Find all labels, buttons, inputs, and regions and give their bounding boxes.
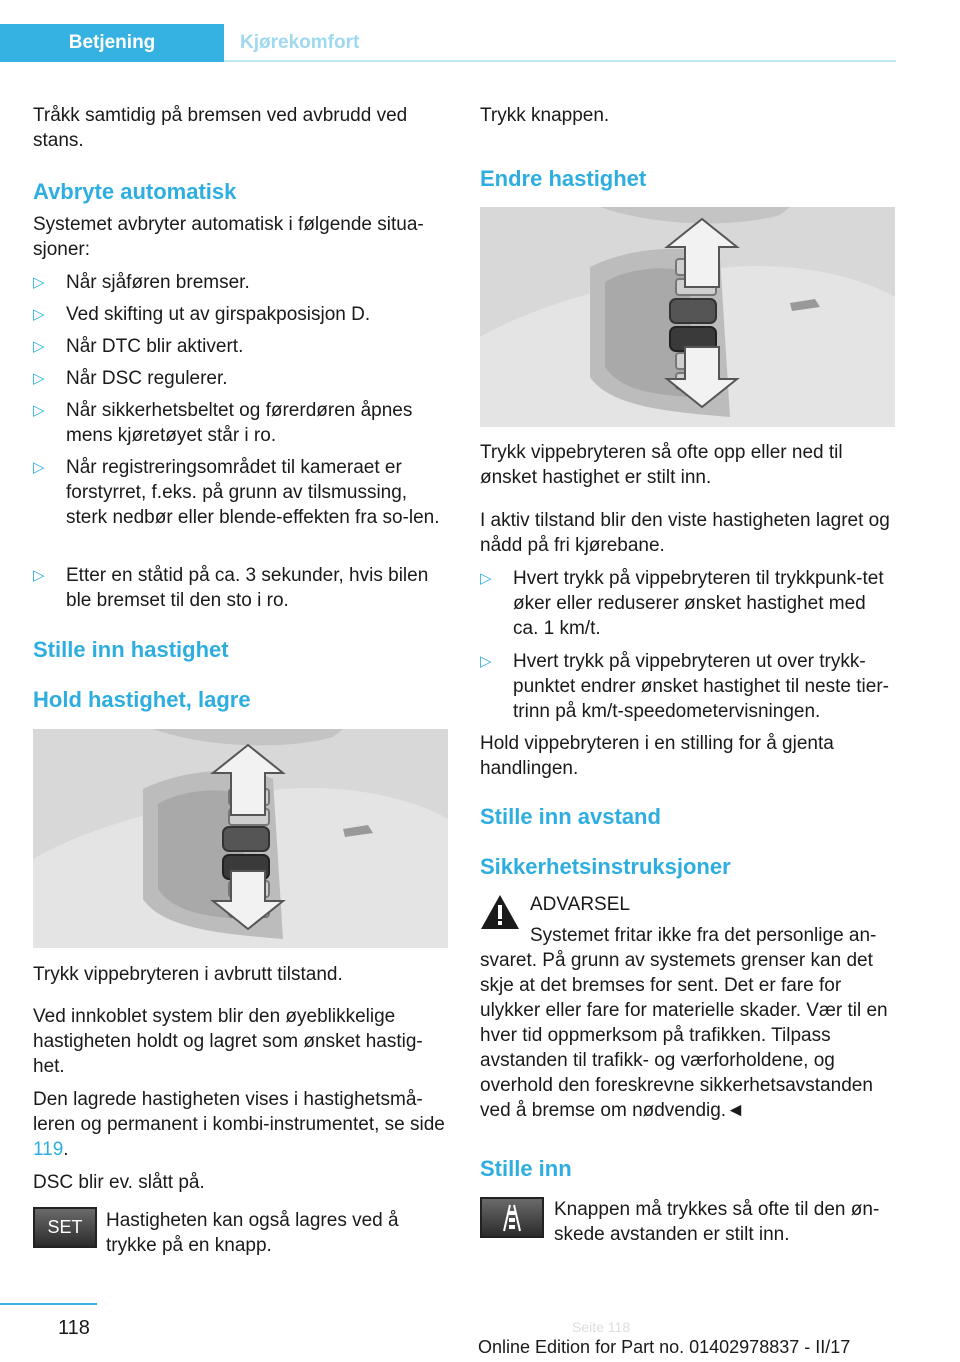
intro-text: Tråkk samtidig på bremsen ved avbrudd ved stans. (33, 105, 408, 151)
trykk-knappen-text: Trykk knappen. (480, 105, 610, 126)
list-item: ▷ Hvert trykk på vippebryteren til trykkpunk‐tet øker eller reduserer ønsket hastighet med ca. 1 km/t. (480, 568, 884, 639)
bullet-triangle-icon: ▷ (33, 338, 45, 355)
trykk-avbrutt-text: Trykk vippebryteren i avbrutt tilstand. (33, 964, 343, 985)
list-item: ▷ Når DTC blir aktivert. (33, 336, 244, 357)
heading-sikkerhetsinstruksjoner: Sikkerhetsinstruksjoner (480, 854, 731, 879)
page-reference-link[interactable]: 119 (33, 1139, 64, 1160)
bullet-triangle-icon: ▷ (33, 567, 45, 584)
den-lagrede-text: Den lagrede hastigheten vises i hastighetsmå‐leren og permanent i kombi-instrumentet, se side 119. (33, 1089, 445, 1160)
bullet-triangle-icon: ▷ (480, 570, 492, 587)
bullet-triangle-icon: ▷ (33, 370, 45, 387)
list-item: ▷ Når sikkerhetsbeltet og førerdøren åpnes mens kjøretøyet står i ro. (33, 400, 413, 446)
header-rule (224, 60, 896, 62)
bullet-triangle-icon: ▷ (33, 459, 45, 476)
heading-stille-inn-avstand: Stille inn avstand (480, 804, 661, 829)
set-button-icon (33, 1207, 97, 1248)
bullet-triangle-icon: ▷ (33, 274, 45, 291)
warning-first-line: Systemet fritar ikke fra det personlige an‐ (530, 925, 877, 946)
distance-button-icon (480, 1197, 544, 1238)
avbryte-text: Systemet avbryter automatisk i følgende situa‐sjoner: (33, 214, 424, 260)
edition-text: Online Edition for Part no. 01402978837 - II/17 (478, 1337, 851, 1357)
heading-stille-inn: Stille inn (480, 1156, 572, 1181)
set-text: Hastigheten kan også lagres ved å trykke på en knapp. (106, 1210, 399, 1256)
warning-text: svaret. På grunn av systemets grenser kan det skje at det bremses for sent. Det er fare for ulykker eller fare for materielle skader. Vær til en hver tid oppmerksom på trafikken. Tilpass avstanden til trafikk- og værforholdene, og overhold den foreskrevne sikkerhetsavstanden ved å bremse om nødvendig.◄ (480, 950, 888, 1121)
ved-innkoblet-text: Ved innkoblet system blir den øyeblikkelige hastigheten holdt og lagret som ønsket hastig‐het. (33, 1006, 423, 1077)
steering-wheel-image (480, 207, 895, 427)
hold-vippe-text: Hold vippebryteren i en stilling for å gjenta handlingen. (480, 733, 834, 779)
bullet-triangle-icon: ▷ (33, 402, 45, 419)
heading-stille-inn-hastighet: Stille inn hastighet (33, 637, 229, 662)
footer-rule (0, 1303, 97, 1305)
trykk-vippe-text: Trykk vippebryteren så ofte opp eller ned til ønsket hastighet er stilt inn. (480, 442, 843, 488)
list-item: ▷ Hvert trykk på vippebryteren ut over trykk‐punktet endrer ønsket hastighet til neste tier-trinn på km/t-speedometervisningen. (480, 651, 889, 722)
heading-hold-hastighet: Hold hastighet, lagre (33, 687, 251, 712)
list-item: ▷ Når registreringsområdet til kameraet er forstyrret, f.eks. på grunn av tilsmussing, sterk nedbør eller blende-effekten fra so‐len. (33, 457, 440, 528)
header-tab-active-label: Betjening (68, 32, 156, 53)
warning-icon (480, 894, 520, 930)
heading-avbryte: Avbryte automatisk (33, 179, 237, 204)
knappen-text: Knappen må trykkes så ofte til den øn‐skede avstanden er stilt inn. (554, 1199, 880, 1245)
list-item: ▷ Når sjåføren bremser. (33, 272, 250, 293)
bullet-triangle-icon: ▷ (33, 306, 45, 323)
dsc-text: DSC blir ev. slått på. (33, 1172, 205, 1193)
warning-title: ADVARSEL (530, 894, 630, 915)
steering-wheel-image (33, 729, 448, 948)
list-item: ▷ Ved skifting ut av girspakposisjon D. (33, 304, 371, 325)
bullet-triangle-icon: ▷ (480, 653, 492, 670)
set-button-label: SET (47, 1217, 83, 1237)
watermark-text: Seite 118 (572, 1319, 631, 1335)
aktiv-text: I aktiv tilstand blir den viste hastigheten lagret og nådd på fri kjørebane. (480, 510, 890, 556)
page-number: 118 (58, 1317, 90, 1339)
heading-endre-hastighet: Endre hastighet (480, 166, 647, 191)
list-item: ▷ Når DSC regulerer. (33, 368, 228, 389)
list-item: ▷ Etter en ståtid på ca. 3 sekunder, hvis bilen ble bremset til den sto i ro. (33, 565, 429, 611)
header-tab-inactive-label: Kjørekomfort (240, 32, 360, 53)
